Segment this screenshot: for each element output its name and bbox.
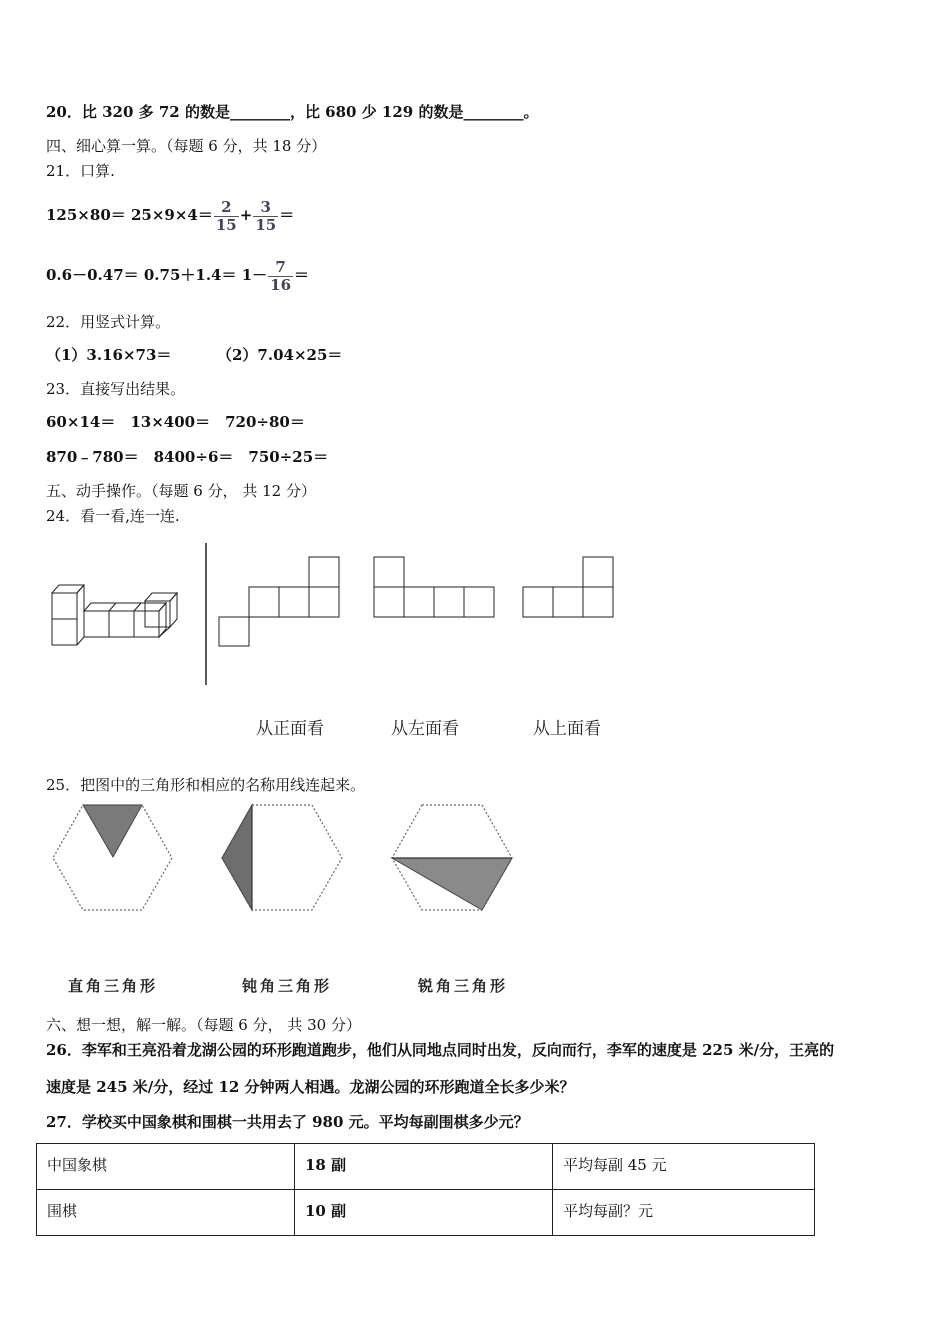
table-cell: 平均每副？元 — [553, 1190, 815, 1236]
question-21-row-2 — [46, 248, 309, 302]
hexagon-3 — [392, 805, 512, 910]
hexagon-2 — [222, 805, 342, 910]
table-cell: 18 副 — [295, 1144, 553, 1190]
hexagon-1 — [53, 805, 172, 910]
frac-num: 2 — [214, 199, 239, 217]
question-22-part-1: （1）3.16×73＝ — [46, 346, 172, 364]
question-26-line-1: 26．李军和王亮沿着龙湖公园的环形跑道跑步，他们从同地点同时出发，反向而行，李军的速度是 225 米/分，王亮的 — [46, 1041, 835, 1059]
view-label-front: 从正面看 — [256, 719, 324, 739]
view-2-grid — [374, 557, 494, 617]
frac-num: 7 — [268, 259, 293, 277]
table-row — [37, 1190, 815, 1236]
q21-row2-text: 0.6－0.47＝ 0.75＋1.4＝ 1－ — [46, 266, 268, 284]
question-24-title: 24．看一看,连一连. — [46, 507, 180, 525]
question-25-title: 25．把图中的三角形和相应的名称用线连起来。 — [46, 776, 366, 794]
label-right-triangle: 直角三角形 — [68, 977, 159, 995]
section-4-heading: 四、细心算一算。（每题 6 分，共 18 分） — [46, 137, 327, 155]
equals-sign: ＝ — [279, 206, 295, 224]
question-27-title: 27．学校买中国象棋和围棋一共用去了 980 元。平均每副围棋多少元？ — [46, 1113, 529, 1131]
q21-row1-text: 125×80＝ 25×9×4＝ — [46, 206, 213, 224]
view-label-top: 从上面看 — [533, 719, 601, 739]
frac-den: 15 — [215, 215, 237, 234]
view-1-grid — [219, 557, 339, 646]
question-23-row-1: 60×14＝ 13×400＝ 720÷80＝ — [46, 413, 305, 431]
fraction-2-15 — [214, 199, 239, 234]
view-label-left: 从左面看 — [391, 719, 459, 739]
chess-purchase-table — [36, 1143, 815, 1236]
question-23-row-2: 870﹣780＝ 8400÷6＝ 750÷25＝ — [46, 448, 329, 466]
three-view-figures — [40, 538, 640, 693]
equals-sign: ＝ — [294, 266, 310, 284]
question-23-title: 23．直接写出结果。 — [46, 380, 186, 398]
section-5-heading: 五、动手操作。（每题 6 分， 共 12 分） — [46, 482, 316, 500]
plus-sign: + — [239, 206, 253, 224]
label-acute-triangle: 锐角三角形 — [418, 977, 509, 995]
frac-den: 15 — [255, 215, 277, 234]
question-22-part-2: （2）7.04×25＝ — [217, 346, 343, 364]
question-21-row-1 — [46, 188, 294, 242]
question-22-title: 22．用竖式计算。 — [46, 313, 171, 331]
fraction-7-16 — [268, 259, 293, 294]
frac-den: 16 — [270, 275, 292, 294]
table-cell: 围棋 — [37, 1190, 295, 1236]
hexagon-figures — [40, 800, 530, 920]
view-3-grid — [523, 557, 613, 617]
label-obtuse-triangle: 钝角三角形 — [242, 977, 333, 995]
table-cell: 平均每副 45 元 — [553, 1144, 815, 1190]
table-cell: 中国象棋 — [37, 1144, 295, 1190]
section-6-heading: 六、想一想，解一解。（每题 6 分， 共 30 分） — [46, 1016, 361, 1034]
fraction-3-15 — [253, 199, 278, 234]
table-cell: 10 副 — [295, 1190, 553, 1236]
question-20: 20．比 320 多 72 的数是________，比 680 少 129 的数是________。 — [46, 103, 539, 121]
table-row — [37, 1144, 815, 1190]
question-21-title: 21．口算. — [46, 162, 115, 180]
question-26-line-2: 速度是 245 米/分，经过 12 分钟两人相遇。龙湖公园的环形跑道全长多少米？ — [46, 1078, 575, 1096]
frac-num: 3 — [253, 199, 278, 217]
cube-stack-3d — [52, 585, 177, 645]
